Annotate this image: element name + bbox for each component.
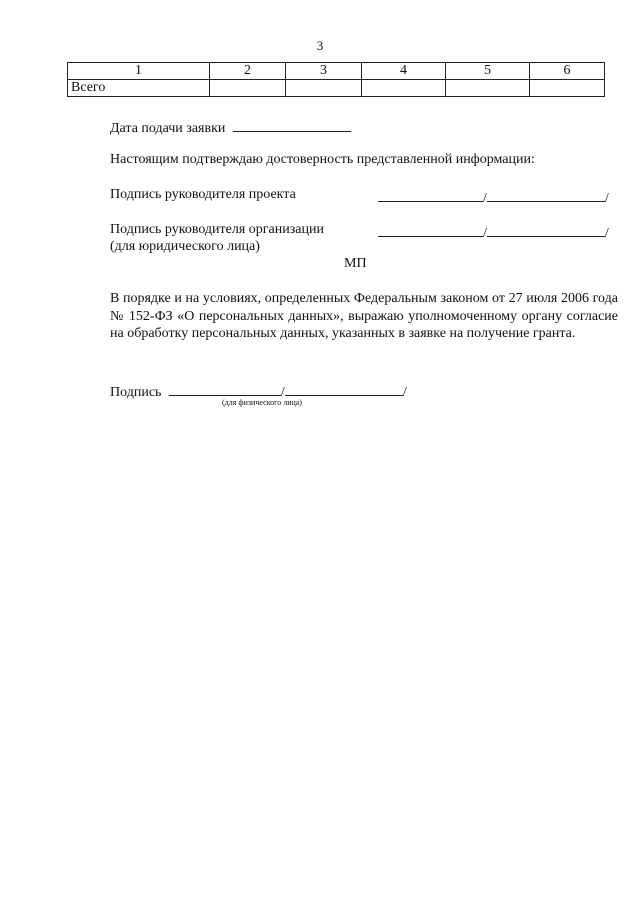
consent-paragraph	[110, 290, 618, 343]
slash: /	[280, 385, 285, 400]
table-cell[interactable]	[362, 80, 446, 97]
project-head-label: Подпись руководителя проекта	[110, 187, 296, 202]
org-head-signature	[378, 222, 609, 242]
table-cell[interactable]	[446, 80, 530, 97]
seal-label: МП	[344, 256, 367, 271]
table-header-cell: 5	[446, 63, 530, 80]
table-header-cell: 2	[210, 63, 286, 80]
confirmation-text: Настоящим подтверждаю достоверность представленной информации:	[110, 152, 535, 167]
submission-date-row	[110, 117, 351, 137]
table-cell[interactable]	[210, 80, 286, 97]
table-header-cell: 3	[286, 63, 362, 80]
org-head-name-field[interactable]	[487, 222, 605, 237]
table-header-row	[68, 63, 605, 80]
table-row	[68, 80, 605, 97]
org-head-label: Подпись руководителя организации	[110, 222, 324, 237]
slash: /	[483, 226, 487, 241]
table-cell: Всего	[68, 80, 210, 97]
slash: /	[402, 385, 407, 400]
signature-note: (для физического лица)	[222, 398, 302, 407]
table-header-cell: 6	[530, 63, 605, 80]
signature-field[interactable]	[169, 381, 281, 396]
project-head-signature-field[interactable]	[378, 187, 483, 202]
signature-label: Подпись	[110, 385, 162, 400]
consent-text: В порядке и на условиях, определенных Федеральным законом от 27 июля 2006 года № 152-ФЗ «О персональных данных», выражаю уполномоченному органу согласие на обработку персональных данных, указанных в заявке на получение гранта.	[110, 291, 618, 341]
slash: /	[483, 191, 487, 206]
slash: /	[604, 226, 609, 241]
slash: /	[604, 191, 609, 206]
project-head-signature	[378, 187, 609, 207]
project-head-name-field[interactable]	[487, 187, 605, 202]
table-cell[interactable]	[286, 80, 362, 97]
submission-date-label: Дата подачи заявки	[110, 121, 226, 136]
signature-name-field[interactable]	[285, 381, 403, 396]
summary-table	[67, 62, 605, 97]
table-cell[interactable]	[530, 80, 605, 97]
table-header-cell: 1	[68, 63, 210, 80]
page-number: 3	[316, 38, 324, 53]
org-head-signature-field[interactable]	[378, 222, 483, 237]
table-header-cell: 4	[362, 63, 446, 80]
org-head-note: (для юридического лица)	[110, 239, 260, 254]
submission-date-field[interactable]	[233, 117, 351, 132]
